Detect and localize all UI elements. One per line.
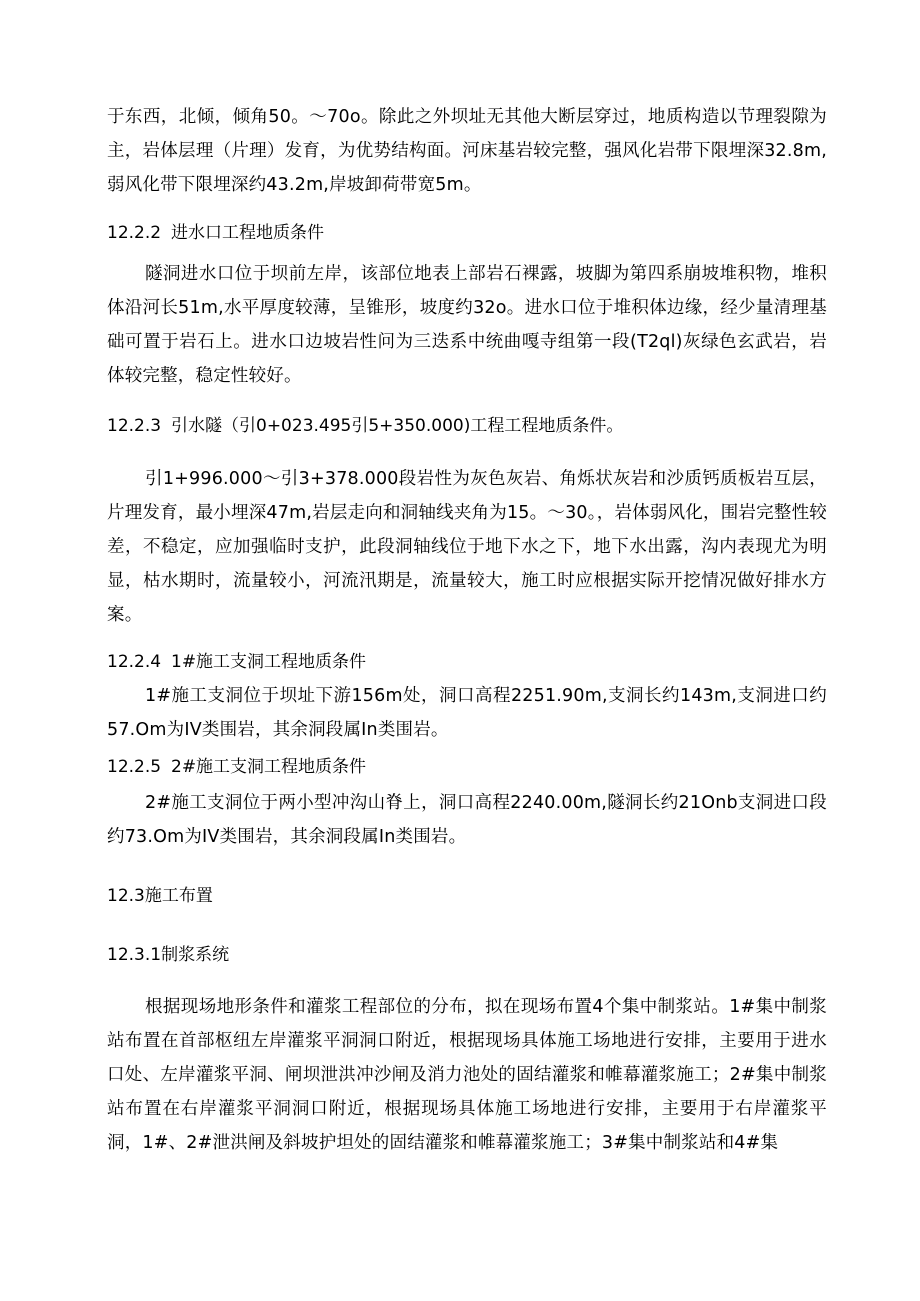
section-title: 进水口工程地质条件 [171,223,324,243]
paragraph-adit-1-geology: 1#施工支洞位于坝址下游156m处，洞口高程2251.90m,支洞长约143m,支洞进口约57.Om为IV类围岩，其余洞段属In类围岩。 [107,686,827,740]
paragraph-dam-site-geology: 于东西，北倾，倾角50。～70o。除此之外坝址无其他大断层穿过，地质构造以节理裂隙为主，岩体层理（片理）发育，为优势结构面。河床基岩较完整，强风化岩带下限埋深32.8m,弱风化带下限埋深约43.2m,岸坡卸荷带宽5m。 [107,107,827,195]
paragraph-intake-geology: 隧洞进水口位于坝前左岸，该部位地表上部岩石裸露，坡脚为第四系崩坡堆积物，堆积体沿河长51m,水平厚度较薄，呈锥形，坡度约32o。进水口位于堆积体边缘，经少量清理基础可置于岩石上。进水口边坡岩性问为三迭系中统曲嘎寺组第一段(T2ql)灰绿色玄武岩，岩体较完整，稳定性较好。 [107,264,827,386]
section-title: 2#施工支洞工程地质条件 [171,757,367,777]
heading-12-2-4 [107,645,827,679]
paragraph-grout-mixing-system: 根据现场地形条件和灌浆工程部位的分布，拟在现场布置4个集中制浆站。1#集中制浆站布置在首部枢纽左岸灌浆平洞洞口附近，根据现场具体施工场地进行安排，主要用于进水口处、左岸灌浆平洞、闸坝泄洪冲沙闸及消力池处的固结灌浆和帷幕灌浆施工；2#集中制浆站布置在右岸灌浆平洞洞口附近，根据现场具体施工场地进行安排，主要用于右岸灌浆平洞，1#、2#泄洪闸及斜坡护坦处的固结灌浆和帷幕灌浆施工；3#集中制浆站和4#集 [107,997,827,1153]
heading-12-2-3 [107,409,827,443]
section-number: 12.2.3 [107,416,162,436]
section-number: 12.2.4 [107,652,162,672]
heading-12-3-1: 12.3.1制浆系统 [107,945,230,965]
section-number: 12.2.2 [107,223,162,243]
section-number: 12.2.5 [107,757,162,777]
heading-12-3: 12.3施工布置 [107,886,213,906]
heading-12-2-2 [107,216,827,250]
paragraph-adit-2-geology: 2#施工支洞位于两小型冲沟山脊上，洞口高程2240.00m,隧洞长约21Onb支洞进口段约73.Om为IV类围岩，其余洞段属In类围岩。 [107,793,827,847]
section-title: 引水隧（引0+023.495引5+350.000)工程工程地质条件。 [171,416,624,436]
section-title: 1#施工支洞工程地质条件 [171,652,367,672]
heading-12-2-5 [107,750,827,784]
paragraph-tunnel-geology: 引1+996.000～引3+378.000段岩性为灰色灰岩、角烁状灰岩和沙质钙质板岩互层，片理发育，最小埋深47m,岩层走向和洞轴线夹角为15。～30。，岩体弱风化，围岩完整性较差，不稳定，应加强临时支护，此段洞轴线位于地下水之下，地下水出露，沟内表现尤为明显，枯水期时，流量较小，河流汛期是，流量较大，施工时应根据实际开挖情况做好排水方案。 [107,469,827,625]
